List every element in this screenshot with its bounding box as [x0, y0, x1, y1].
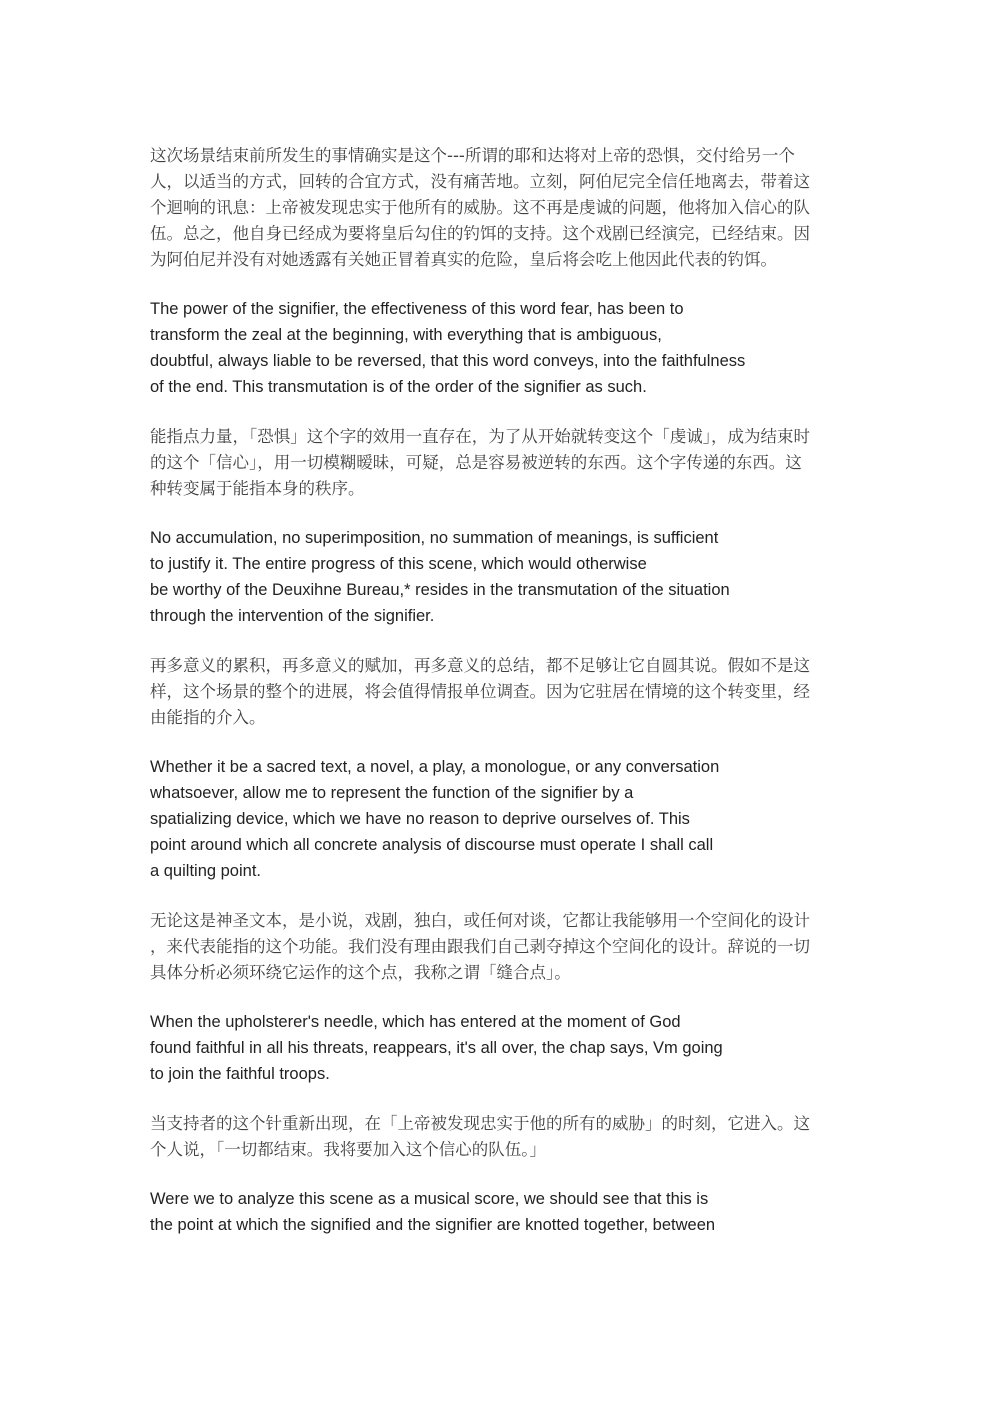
chinese-paragraph — [150, 653, 850, 731]
paragraph-gap — [150, 502, 850, 525]
document-page — [150, 143, 850, 1238]
text-line: Whether it be a sacred text, a novel, a play, a monologue, or any conversation — [150, 758, 720, 776]
text-line: found faithful in all his threats, reappears, it's all over, the chap says, Vm going — [150, 1039, 723, 1057]
text-line: spatializing device, which we have no reason to deprive ourselves of. This — [150, 810, 690, 828]
text-line: Were we to analyze this scene as a musical score, we should see that this is — [150, 1190, 709, 1208]
text-line: 由能指的介入。 — [150, 708, 266, 727]
paragraph-gap — [150, 1087, 850, 1111]
text-line: a quilting point. — [150, 862, 261, 880]
text-line: of the end. This transmutation is of the order of the signifier as such. — [150, 378, 647, 396]
text-line: to justify it. The entire progress of this scene, which would otherwise — [150, 555, 647, 573]
text-line: 人，以适当的方式，回转的合宜方式，没有痛苦地。立刻，阿伯尼完全信任地离去，带着这 — [150, 172, 810, 191]
chinese-paragraph — [150, 1111, 850, 1163]
paragraph-gap — [150, 884, 850, 908]
text-line: 伍。总之，他自身已经成为要将皇后勾住的钓饵的支持。这个戏剧已经演完，已经结束。因 — [150, 224, 810, 243]
chinese-paragraph — [150, 908, 850, 986]
english-paragraph — [150, 296, 850, 400]
text-line: to join the faithful troops. — [150, 1065, 330, 1083]
text-line: 个人说，「一切都结束。我将要加入这个信心的队伍。」 — [150, 1140, 546, 1159]
text-line: 为阿伯尼并没有对她透露有关她正冒着真实的危险，皇后将会吃上他因此代表的钓饵。 — [150, 250, 777, 269]
text-line: the point at which the signified and the signifier are knotted together, between — [150, 1216, 716, 1234]
text-line: 无论这是神圣文本，是小说，戏剧，独白，或任何对谈，它都让我能够用一个空间化的设计 — [150, 911, 810, 930]
text-line: 具体分析必须环绕它运作的这个点，我称之谓「缝合点」。 — [150, 963, 571, 982]
text-line: The power of the signifier, the effectiveness of this word fear, has been to — [150, 300, 684, 318]
text-line: When the upholsterer's needle, which has entered at the moment of God — [150, 1013, 681, 1031]
text-line: whatsoever, allow me to represent the function of the signifier by a — [150, 784, 634, 802]
text-line: No accumulation, no superimposition, no summation of meanings, is sufficient — [150, 529, 719, 547]
english-paragraph — [150, 525, 850, 629]
text-line: through the intervention of the signifier. — [150, 607, 435, 625]
text-line: 种转变属于能指本身的秩序。 — [150, 479, 365, 498]
chinese-paragraph — [150, 143, 850, 273]
paragraph-gap — [150, 731, 850, 754]
text-line: doubtful, always liable to be reversed, that this word conveys, into the faithfulness — [150, 352, 746, 370]
text-line: point around which all concrete analysis of discourse must operate I shall call — [150, 836, 714, 854]
english-paragraph — [150, 754, 850, 884]
paragraph-gap — [150, 629, 850, 653]
text-line: 的这个「信心」，用一切模糊暧昧，可疑，总是容易被逆转的东西。这个字传递的东西。这 — [150, 453, 802, 472]
text-line: 样，这个场景的整个的进展，将会值得情报单位调查。因为它驻居在情境的这个转变里，经 — [150, 682, 810, 701]
text-line: 当支持者的这个针重新出现，在「上帝被发现忠实于他的所有的威胁」的时刻，它进入。这 — [150, 1114, 810, 1133]
chinese-paragraph — [150, 424, 850, 502]
paragraph-gap — [150, 273, 850, 296]
paragraph-gap — [150, 1163, 850, 1186]
text-line: transform the zeal at the beginning, with everything that is ambiguous, — [150, 326, 662, 344]
english-paragraph — [150, 1186, 850, 1238]
paragraph-gap — [150, 986, 850, 1009]
paragraph-gap — [150, 400, 850, 424]
text-line: 再多意义的累积，再多意义的赋加，再多意义的总结，都不足够让它自圆其说。假如不是这 — [150, 656, 810, 675]
text-line: 个迴响的讯息：上帝被发现忠实于他所有的威胁。这不再是虔诚的问题，他将加入信心的队 — [150, 198, 810, 217]
text-line: be worthy of the Deuxihne Bureau,* resides in the transmutation of the situation — [150, 581, 730, 599]
text-line: 这次场景结束前所发生的事情确实是这个---所谓的耶和达将对上帝的恐惧，交付给另一个 — [150, 146, 795, 165]
text-line: 能指点力量，「恐惧」这个字的效用一直存在，为了从开始就转变这个「虔诚」，成为结束时 — [150, 427, 810, 446]
text-line: ，来代表能指的这个功能。我们没有理由跟我们自己剥夺掉这个空间化的设计。辞说的一切 — [150, 937, 810, 956]
english-paragraph — [150, 1009, 850, 1087]
